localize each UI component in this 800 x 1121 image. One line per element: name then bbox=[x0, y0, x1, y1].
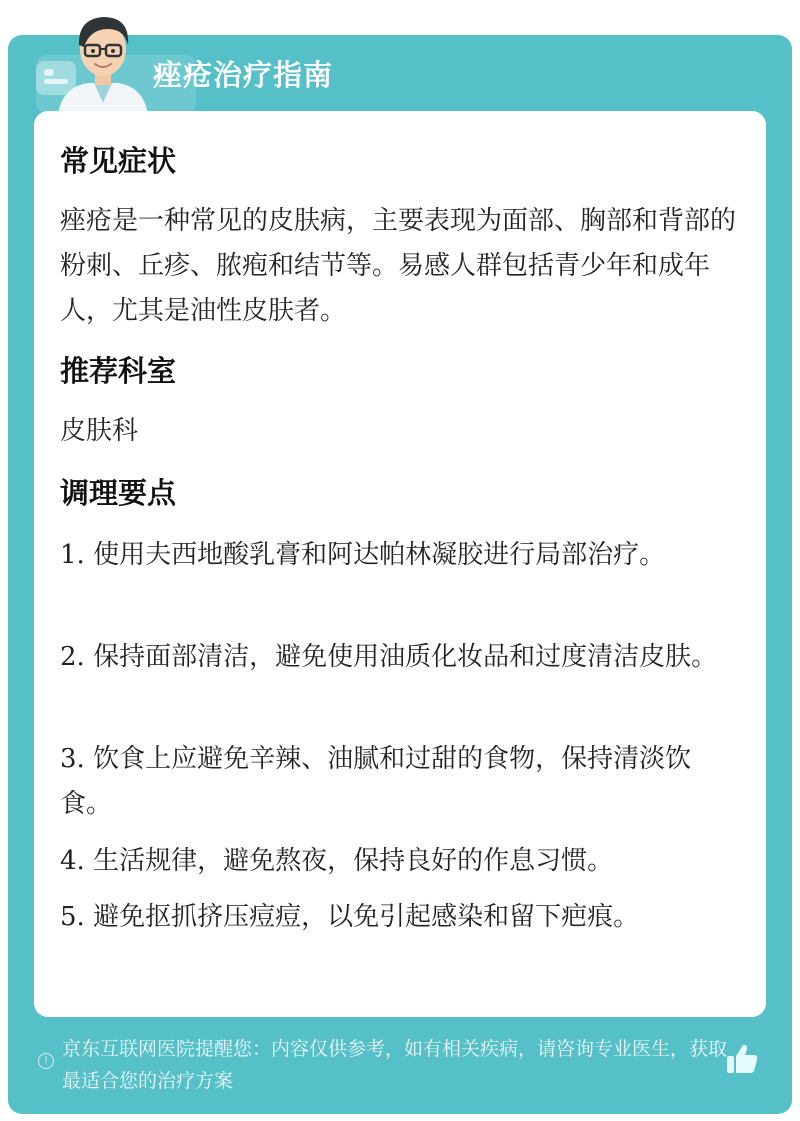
list-item-number: 2. bbox=[60, 642, 85, 672]
list-item-text: 使用夫西地酸乳膏和阿达帕林凝胶进行局部治疗。 bbox=[84, 540, 666, 570]
list-item bbox=[60, 533, 736, 578]
page-title: 痤疮治疗指南 bbox=[153, 58, 334, 92]
list-item-number: 3. bbox=[60, 744, 85, 774]
doctor-avatar bbox=[48, 7, 158, 115]
section-title-care: 调理要点 bbox=[60, 476, 177, 510]
section-title-department: 推荐科室 bbox=[60, 354, 177, 388]
list-item bbox=[60, 839, 736, 884]
symptoms-text: 痤疮是一种常见的皮肤病，主要表现为面部、胸部和背部的粉刺、丘疹、脓疱和结节等。易感人群包括青少年和成年人，尤其是油性皮肤者。 bbox=[60, 206, 737, 326]
content-card bbox=[34, 111, 766, 1017]
list-item-text: 生活规律，避免熬夜，保持良好的作息习惯。 bbox=[84, 846, 614, 876]
list-item bbox=[60, 635, 736, 680]
list-item-text: 避免抠抓挤压痘痘，以免引起感染和留下疤痕。 bbox=[84, 902, 640, 932]
department-text: 皮肤科 bbox=[60, 416, 139, 446]
list-item bbox=[60, 895, 736, 940]
list-item-number: 4. bbox=[60, 846, 85, 876]
list-item-number: 5. bbox=[60, 902, 85, 932]
guide-panel bbox=[8, 35, 792, 1114]
section-title-symptoms: 常见症状 bbox=[60, 144, 177, 178]
disclaimer-text: 京东互联网医院提醒您：内容仅供参考，如有相关疾病，请咨询专业医生，获取最适合您的治疗方案 bbox=[62, 1038, 728, 1092]
list-item-text: 饮食上应避免辛辣、油腻和过甜的食物，保持清淡饮食。 bbox=[60, 744, 692, 819]
list-item bbox=[60, 737, 736, 827]
list-item-number: 1. bbox=[60, 540, 85, 570]
footer bbox=[8, 1025, 792, 1105]
list-item-text: 保持面部清洁，避免使用油质化妆品和过度清洁皮肤。 bbox=[84, 642, 718, 672]
header-bar bbox=[8, 35, 792, 115]
thumbs-up-icon[interactable] bbox=[724, 1041, 760, 1077]
info-icon: ! bbox=[38, 1053, 54, 1069]
